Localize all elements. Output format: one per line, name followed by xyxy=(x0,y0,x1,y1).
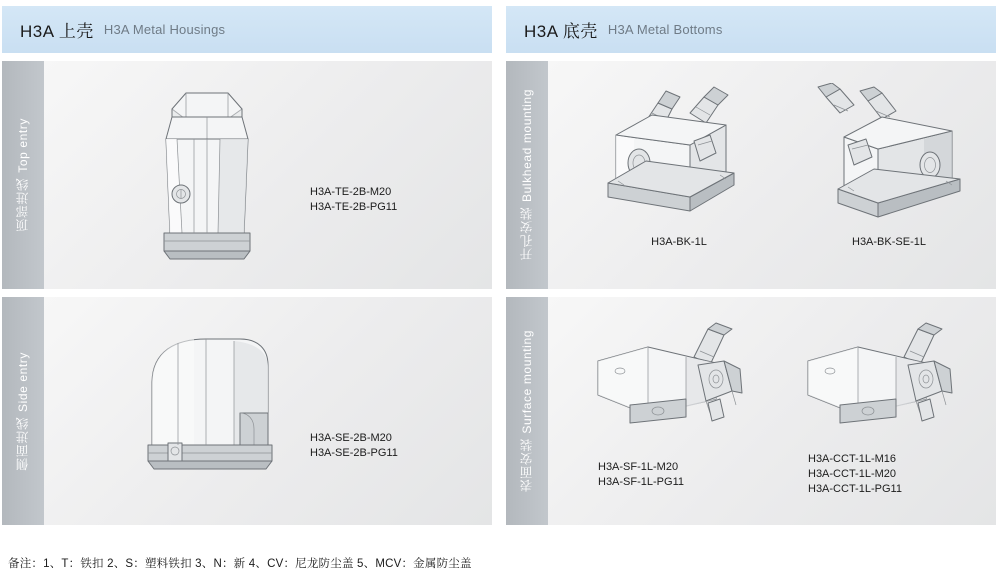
panel-header-bottoms xyxy=(506,6,996,53)
section-label-cn: 顶部进线 xyxy=(16,177,30,232)
item-h3a-bk-se-1l xyxy=(804,83,974,250)
caption-h3a-bk-1l xyxy=(594,235,764,250)
caption-h3a-se-2b xyxy=(310,431,398,461)
caption-line: H3A-TE-2B-PG11 xyxy=(310,201,398,213)
item-h3a-cct-1l xyxy=(800,321,975,497)
section-label-en: Surface mounting xyxy=(520,329,534,434)
section-label-en: Bulkhead mounting xyxy=(520,89,534,203)
caption-line: H3A-SE-2B-PG11 xyxy=(310,447,398,459)
caption-line: H3A-CCT-1L-M16 xyxy=(808,453,897,465)
bottom-surface-right-drawing xyxy=(800,321,975,446)
caption-h3a-sf-1l xyxy=(598,460,765,490)
caption-line: H3A-TE-2B-M20 xyxy=(310,186,392,198)
section-label-en: Side entry xyxy=(16,351,30,412)
bottom-bulkhead-right-drawing xyxy=(804,83,974,223)
caption-line: H3A-SE-2B-M20 xyxy=(310,432,392,444)
caption-line: H3A-SF-1L-M20 xyxy=(598,461,679,473)
section-label-surface-mounting xyxy=(506,297,548,525)
section-label-cn: 侧面进线 xyxy=(16,416,30,471)
panel-h3a-metal-bottoms xyxy=(506,6,996,536)
section-label-cn: 表面安装 xyxy=(520,438,534,493)
section-bulkhead-mounting xyxy=(506,61,996,289)
item-h3a-te-2b xyxy=(124,81,304,266)
housing-side-entry-drawing xyxy=(122,325,312,490)
panel-h3a-metal-housings xyxy=(2,6,492,536)
panel-title-cn: H3A 上壳 xyxy=(20,22,94,41)
caption-line: H3A-CCT-1L-M20 xyxy=(808,468,897,480)
caption-line: H3A-BK-1L xyxy=(651,236,707,248)
caption-line: H3A-SF-1L-PG11 xyxy=(598,476,684,488)
bottom-surface-left-drawing xyxy=(590,321,765,446)
section-label-side-entry xyxy=(2,297,44,525)
caption-line: H3A-BK-SE-1L xyxy=(852,236,926,248)
panel-title-en: H3A Metal Bottoms xyxy=(607,22,723,37)
caption-h3a-te-2b xyxy=(310,185,397,215)
caption-h3a-bk-se-1l xyxy=(804,235,974,250)
item-h3a-sf-1l xyxy=(590,321,765,490)
panel-title-cn: H3A 底壳 xyxy=(524,22,598,41)
item-h3a-se-2b xyxy=(122,325,312,490)
section-body-surface-mounting xyxy=(548,297,996,525)
footnote: 备注：1、T：铁扣 2、S：塑料铁扣 3、N：新 4、CV：尼龙防尘盖 5、MCV：金属防尘盖 xyxy=(8,558,472,570)
panel-header-housings xyxy=(2,6,492,53)
section-label-top-entry xyxy=(2,61,44,289)
caption-line: H3A-CCT-1L-PG11 xyxy=(808,483,902,495)
section-label-en: Top entry xyxy=(16,118,30,174)
section-label-cn: 开孔安装 xyxy=(520,206,534,261)
section-body-side-entry xyxy=(44,297,492,525)
housing-top-entry-drawing xyxy=(124,81,304,266)
section-body-bulkhead-mounting xyxy=(548,61,996,289)
caption-h3a-cct-1l xyxy=(808,452,975,497)
item-h3a-bk-1l xyxy=(594,83,764,250)
section-top-entry xyxy=(2,61,492,289)
section-label-bulkhead-mounting xyxy=(506,61,548,289)
panel-title-en: H3A Metal Housings xyxy=(103,22,226,37)
bottom-bulkhead-left-drawing xyxy=(594,83,764,223)
section-body-top-entry xyxy=(44,61,492,289)
section-surface-mounting xyxy=(506,297,996,525)
section-side-entry xyxy=(2,297,492,525)
